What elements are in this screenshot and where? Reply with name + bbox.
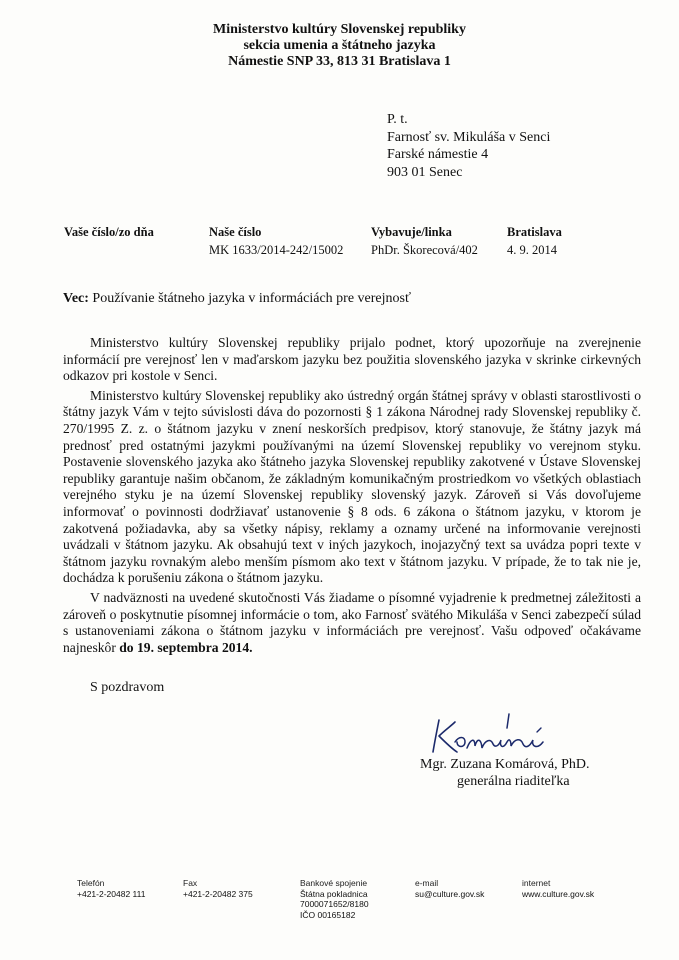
ref-yours-label: Vaše číslo/zo dňa: [64, 225, 154, 239]
footer-bank-line1: Štátna pokladnica: [300, 888, 368, 899]
footer-bank-label: Bankové spojenie: [300, 878, 368, 888]
signer-role: generálna riaditeľka: [457, 774, 570, 789]
section-name: sekcia umenia a štátneho jazyka: [243, 38, 436, 53]
addressee-salutation: P. t.: [387, 112, 408, 127]
footer-internet: [522, 878, 594, 899]
footer-email-value: su@culture.gov.sk: [415, 888, 485, 899]
ref-handler: [371, 224, 478, 258]
subject-line: [63, 291, 411, 307]
footer-fax-value: +421-2-20482 375: [183, 888, 253, 899]
footer-internet-value: www.culture.gov.sk: [522, 888, 595, 899]
body-paragraph-1: Ministerstvo kultúry Slovenskej republiky prijalo podnet, ktorý upozorňuje na zverejnenie informácií pre verejnosť len v maďarskom jazyku bez použitia slovenského jazyka v skrinke cirkevných odkazov pri kostole v Senci.: [63, 335, 641, 384]
footer-fax: [183, 878, 253, 899]
addressee-city: 903 01 Senec: [387, 164, 463, 180]
addressee-name: Farnosť sv. Mikuláša v Senci: [387, 129, 551, 145]
footer-phone-label: Telefón: [77, 878, 105, 888]
body-paragraph-3-text: V nadväznosti na uvedené skutočnosti Vás žiadame o písomné vyjadrenie k predmetnej záležitosti a zároveň o poskytnutie písomnej informácie o tom, ako Farnosť svätého Mikuláša v Senci zabezpečí súlad s ustanoveniami zákona o štátnom jazyku v informáciách pre verejnosť. Vašu odpoveď očakávame najneskôr: [63, 589, 641, 655]
footer-email: [415, 878, 484, 899]
footer-email-label: e-mail: [415, 878, 439, 888]
footer-fax-label: Fax: [183, 878, 198, 888]
deadline-text: do 19. septembra 2014.: [119, 639, 253, 655]
ref-yours: [64, 224, 154, 242]
subject-label: Vec:: [63, 291, 89, 306]
signer-block: [420, 756, 590, 790]
ref-handler-value: PhDr. Škorecová/402: [371, 243, 478, 257]
ref-handler-label: Vybavuje/linka: [371, 225, 452, 239]
signer-name: Mgr. Zuzana Komárová, PhD.: [420, 757, 590, 772]
ref-ours: [209, 224, 343, 258]
addressee-street: Farské námestie 4: [387, 147, 489, 162]
footer-bank-line2: 7000071652/8180: [300, 899, 369, 909]
ref-ours-label: Naše číslo: [209, 225, 262, 239]
closing-greeting: S pozdravom: [90, 680, 165, 695]
footer-internet-label: internet: [522, 878, 551, 888]
ministry-address: Námestie SNP 33, 813 31 Bratislava 1: [228, 54, 451, 69]
footer-bank-line3: IČO 00165182: [300, 909, 356, 920]
ref-place-label: Bratislava: [507, 225, 562, 239]
handwritten-signature: [425, 712, 555, 756]
body-paragraph-2: Ministerstvo kultúry Slovenskej republiky ako ústredný orgán štátnej správy v oblasti starostlivosti o štátny jazyk Vám v tejto súvislosti dáva do pozornosti § 1 zákona Národnej rady Slovenskej republiky č. 270/1995 Z. z. o štátnom jazyku v znení neskorších predpisov, ktorý stanovuje, že štátny jazyk má prednosť pred ostatnými jazykmi používanými na území Slovenskej republiky vo verejnom styku. Postavenie slovenského jazyka ako štátneho jazyka Slovenskej republiky zakotvené v Ústave Slovenskej republiky garantuje našim občanom, že základným komunikačným prostriedkom vo všetkých oblastiach verejného styku je na území Slovenskej republiky slovenský jazyk. Zároveň si Vás dovoľujeme informovať o povinnosti dodržiavať ustanovenie § 8 ods. 6 zákona o štátnom jazyku, v ktorom je zakotvená požiadavka, aby sa všetky nápisy, reklamy a oznamy určené na informovanie verejnosti uvádzali v štátnom jazyku. Ak obsahujú text v iných jazykoch, inojazyčný text sa uvádza popri texte v štátnom jazyku rovnakým alebo menším písmom ako text v štátnom jazyku. V prípade, že to tak nie je, dochádza k porušeniu zákona o štátnom jazyku.: [63, 387, 641, 586]
ref-place-date: [507, 224, 562, 258]
footer-phone-value: +421-2-20482 111: [77, 888, 146, 899]
footer-bank: [300, 878, 369, 920]
footer-phone: [77, 878, 145, 899]
subject-text: Používanie štátneho jazyka v informáciách pre verejnosť: [88, 291, 411, 306]
letterhead: [0, 22, 679, 70]
ref-date-value: 4. 9. 2014: [507, 243, 557, 257]
body-paragraph-3: [63, 590, 641, 656]
addressee-block: [387, 111, 550, 181]
ref-ours-value: MK 1633/2014-242/15002: [209, 243, 344, 257]
letter-body: [63, 335, 641, 659]
ministry-name: Ministerstvo kultúry Slovenskej republiky: [213, 22, 466, 37]
